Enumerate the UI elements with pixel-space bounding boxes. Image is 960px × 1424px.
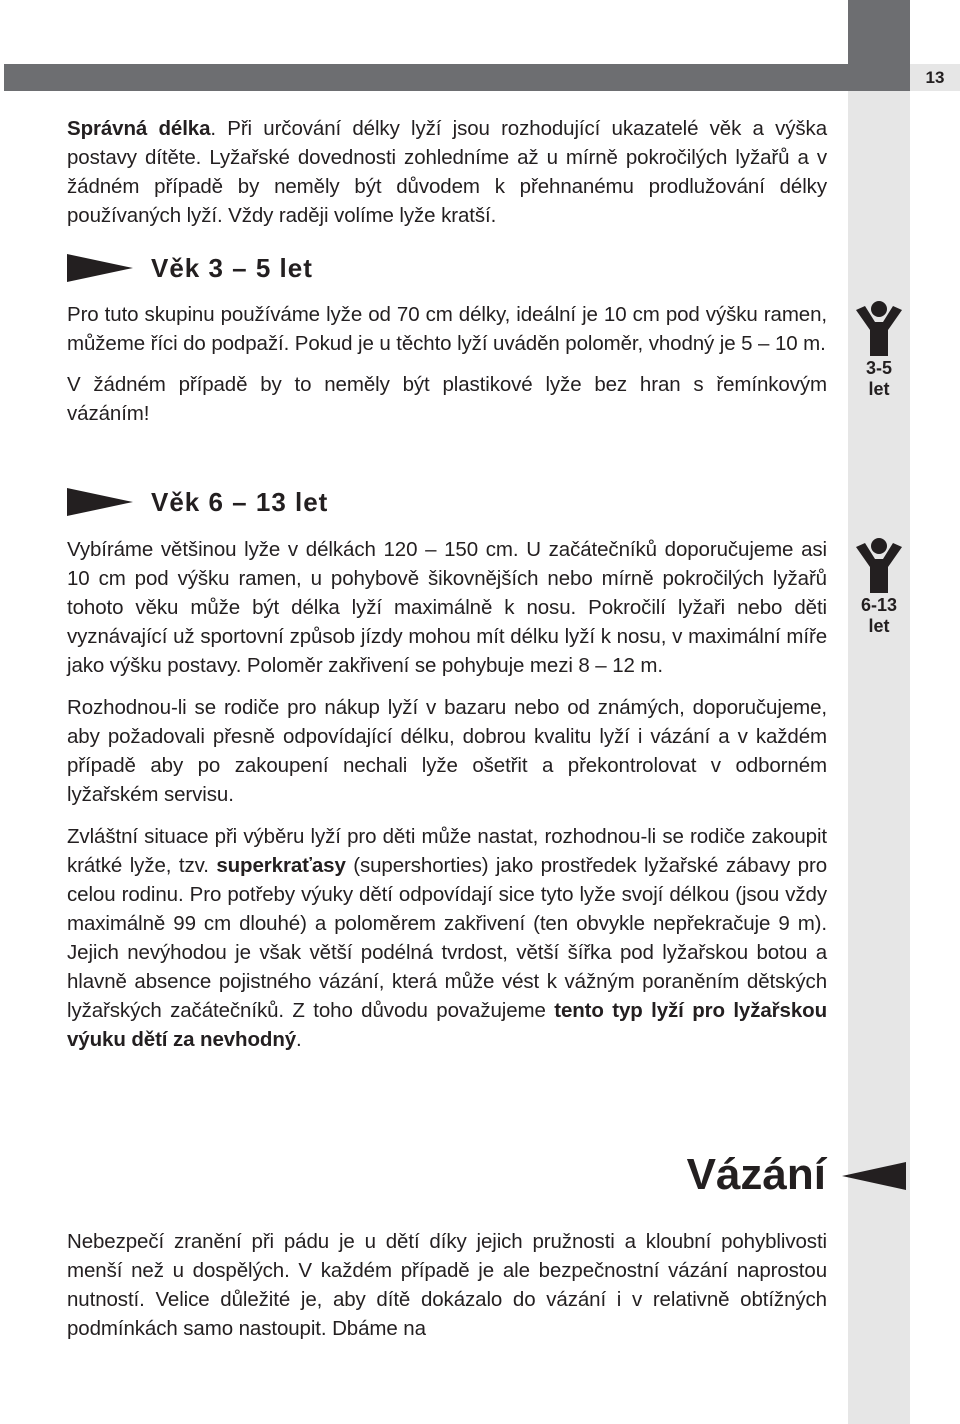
section-body-3-5 (67, 300, 827, 428)
age-badge-label-6-13: 6-13 (860, 595, 898, 615)
paragraph-6-13-1: Vybíráme většinou lyže v délkách 120 – 150 cm. U začátečníků doporučujeme asi 10 cm pod výšku ramen, u pohybově šikovnějších nebo mírně pokročilých lyžařů tohoto věku může být délka lyží maximálně k nosu. Pokročilí lyžaři nebo děti vyznávající už sportovní způsob jízdy mohou mít délku lyží k nosu, v maximální míře jako výšku postavy. Poloměr zakřivení se pohybuje mezi 8 – 12 m. (67, 538, 827, 677)
chapter-title-vazani: Vázání (686, 1150, 826, 1199)
arrow-right-icon (67, 488, 133, 516)
conclusion-emphasis: tento typ lyží pro lyžařskou výuku dětí za nevhodný (67, 999, 828, 1051)
side-margin-column (848, 0, 910, 1424)
section-body-vazani (67, 1227, 827, 1343)
paragraph-6-13-2: Rozhodnou-li se rodiče pro nákup lyží v bazaru nebo od známých, doporučujeme, aby požadovali přesně odpovídající délku, dobrou kvalitu lyží i vázání a v každém případě aby po zakoupení nechali lyže ošetřit a překontrolovat v odborném lyžařském servisu. (67, 696, 827, 806)
age-badge-3-5 (852, 300, 906, 400)
child-raised-arms-icon (854, 300, 904, 358)
intro-block (67, 114, 827, 230)
age-badge-unit-6-13: let (868, 616, 890, 636)
paragraph-6-13-3-part-b: (supershorties) jako prostředek lyžařské zábavy pro celou rodinu. Pro potřeby výuky dětí odpovídají sice tyto lyže svojí délkou (jsou vždy maximálně 99 cm dlouhé) a poloměrem zakřivení (ten obvykle nepřekračuje 9 m). Jejich nevýhodou je však větší podélná tvrdost, větší šířka pod lyžařskou botou a hlavně absence pojistného vázání, která může vést k vážným poraněním dětských lyžařských začátečníků. Z toho důvodu považujeme (67, 854, 827, 1022)
paragraph-3-5-1: Pro tuto skupinu používáme lyže od 70 cm délky, ideální je 10 cm pod výšku ramen, můžeme říci do podpaží. Pokud je u těchto lyží uváděn poloměr, vhodný je 5 – 10 m. (67, 303, 827, 355)
section-heading-6-13 (67, 482, 467, 522)
intro-paragraph (67, 114, 827, 230)
arrow-left-icon (842, 1162, 906, 1190)
intro-lead: Správná délka (67, 117, 211, 140)
section-title-3-5: Věk 3 – 5 let (151, 253, 313, 283)
arrow-right-icon (67, 254, 133, 282)
paragraph-6-13-3-part-c: . (296, 1028, 302, 1051)
section-body-6-13 (67, 535, 827, 1054)
section-title-6-13: Věk 6 – 13 let (151, 487, 329, 517)
age-badge-6-13 (852, 537, 906, 637)
section-heading-3-5 (67, 248, 467, 288)
paragraph-vazani-1: Nebezpečí zranění při pádu je u dětí díky jejich pružnosti a kloubní pohyblivosti menší než u dospělých. V každém případě je ale bezpečnostní vázání naprostou nutností. Velice důležité je, aby dítě dokázalo do vázání i v relativně obtížných podmínkách samo nastoupit. Dbáme na (67, 1230, 827, 1340)
header-bar (4, 64, 848, 91)
intro-text: . Při určování délky lyží jsou rozhodující ukazatelé věk a výška postavy dítěte. Lyžařské dovednosti zohledníme až u mírně pokročilých lyžařů a v žádném případě by neměly být důvodem k přehnanému prodlužování délky používaných lyží. Vždy raději volíme lyže kratší. (67, 117, 827, 227)
page-number: 13 (910, 64, 960, 91)
paragraph-3-5-2: V žádném případě by to neměly být plastikové lyže bez hran s řemínkovým vázáním! (67, 373, 827, 425)
child-raised-arms-icon (854, 537, 904, 595)
side-header-block (848, 0, 910, 91)
paragraph-6-13-3 (67, 822, 827, 1054)
paragraph-6-13-3-part-a: Zvláštní situace při výběru lyží pro děti může nastat, rozhodnou-li se rodiče zakoupit krátké lyže, tzv. (67, 825, 827, 877)
term-superkratasy: superkraťasy (216, 854, 346, 877)
age-badge-unit-3-5: let (868, 379, 890, 399)
age-badge-label-3-5: 3-5 (865, 358, 892, 378)
